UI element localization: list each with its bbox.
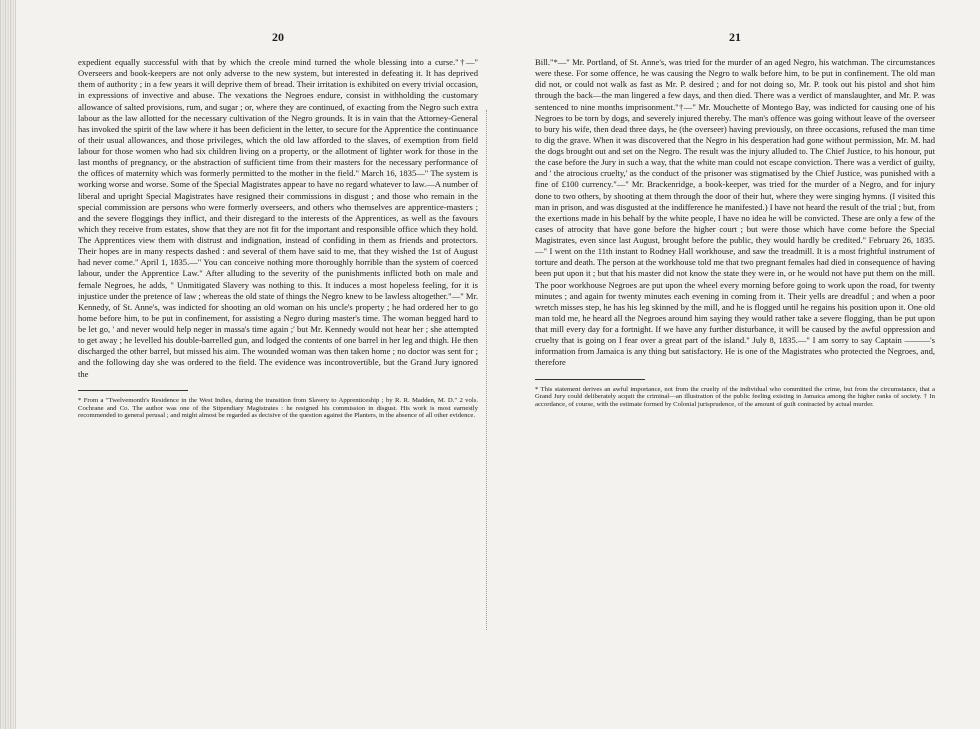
right-page-body: Bill."*—" Mr. Portland, of St. Anne's, was tried for the murder of an aged Negro, his watchman. The circumstances were these. For some offence, he was causing the Negro to walk before him, to be put in confinement. The old man did not, or could not walk as fast as Mr. P. desired ; and for not doing so, Mr. P. took out his pistol and shot him through the back—the man lingered a few days, and then died. There was a verdict of manslaughter, and Mr. P. was sentenced to nine months imprisonment."†—" Mr. Mouchette of Montego Bay, was indicted for causing one of his Negroes to be torn by dogs, and severely injured thereby. The man's offence was going without leave of the overseer to bury his wife, then dead three days, he (the overseer) having previously, on three occasions, refused the man time to dig the grave. When it was discovered that the Negro in his desperation had gone without permission, Mr. M. had the dogs brought out and set on the Negro. The result was the injury alluded to. The Chief Justice, to his honour, put the case before the Jury in such a way, that the white man could not escape conviction. There was a verdict of guilty, and ' the atrocious cruelty,' as the conduct of the prisoner was stigmatised by the Chief Justice, was punished with a fine of £100 currency."—" Mr. Brackenridge, a book-keeper, was tried for the murder of a Negro, and for injury done to two others, by shooting at them through the door of their hut, where they were singing hymns. (I visited this man in prison, and was disgusted at the indifference he manifested.) I have not heard the result of the trial ; but, from the exertions made in his behalf by the white people, I have no idea he will be convicted. These are only a few of the cases of atrocity that have gone before the higher court ; but were those which have come before the Special Magistrates, even since last August, brought before the public, they would hardly be credited." February 26, 1835.—" I went on the 11th instant to Rodney Hall workhouse, and saw the treadmill. It is a most frightful instrument of torture and death. The person at the workhouse told me that two pregnant females had died in consequence of having been put upon it ; but that his master did not know the state they were in, or he would not have put them on the mill. The poor workhouse Negroes are put upon the wheel every morning before going to work upon the road, for twenty minutes ; and again for twenty minutes each evening in coming from it. Their yells are dreadful ; and when a poor wretch misses step, he has his leg skinned by the mill, and he is flogged until he regains his position upon it. One old man told me, he heard all the Negroes around him saying they would rather take a severe flogging, than be put upon that mill every day for a fortnight. If we have any further disturbance, it will be caused by the awful oppression and cruelty that is going on I fear over a great part of the island." July 8, 1835.—" I am sorry to say Captain ———'s information from Jamaica is any thing but satisfactory. He is one of the Magistrates who protected the Negroes, and, therefore [535,57,935,368]
page-gutter [486,110,488,630]
left-page-footnote: * From a "Twelvemonth's Residence in the West Indies, during the transition from Slavery to Apprenticeship ; by R. R. Madden, M. D." 2 vols. Cochrane and Co. The author was one of the Stipendiary Magistrates : he resigned his commission in disgust. His work is most earnestly recommended to general perusal ; and might almost be regarded as decisive of the question against the Planters, in the absence of all other evidence. [78,396,478,420]
page-number-right: 21 [729,30,741,44]
footnote-rule-right [535,379,645,380]
page-number-left: 20 [272,30,284,44]
footnote-rule-left [78,390,188,391]
right-page-footnote: * This statement derives an awful importance, not from the cruelty of the individual who committed the crime, but from the circumstance, that a Grand Jury could deliberately acquit the criminal—an illustration of the public feeling existing in Jamaica among the higher ranks of society. † In accordance, of course, with the estimate formed by Colonial jurisprudence, of the amount of guilt contracted by actual murder. [535,385,935,409]
right-page [535,30,935,409]
left-page [78,30,478,420]
book-binding-edge [0,0,16,729]
left-page-body: expedient equally successful with that by which the creole mind turned the whole blessing into a curse."†—" Overseers and book-keepers are not only adverse to the new system, but interested in defeating it. It has deprived them of authority ; in a few years it will deprive them of bread. Their irritation is exhibited on every trivial occasion, in expressions of invective and abuse. The vexations the Negroes endure, consist in withholding the customary allowance of salted provisions, rum, and sugar ; or, where they are continued, of exacting from the Negro such extra labour as the law allotted for the necessary cultivation of the Negro grounds. It is in vain that the Attorney-General has invoked the spirit of the law where it has been deficient in the letter, to secure for the Apprentice the continuance of their usual allowances, and those privileges, which the old law afforded to the slaves, of exemption from field labour for those women who had six children living on a property, or the allotment of lighter work for those in the last months of pregnancy, or the abstraction of sufficient time from their masters for the necessary performance of the offices of maternity which was formerly permitted to the mother in the field." March 16, 1835—" The system is working worse and worse. Some of the Special Magistrates appear to have no regard whatever to law.—A number of liberal and upright Special Magistrates have resigned their commissions in disgust ; and those who remain in the special commission are persons who were formerly overseers, and others who themselves are apprentice-masters ; and the severe floggings they inflict, and their disregard to the interests of the Apprentices, as well as the favours which they receive from estates, show that they are not fit for the important and responsible office which they hold. The Apprentices view them with distrust and indignation, instead of confiding in them as friends and protectors. Their hopes are in many respects dashed : and several of them have said to me, that they wished the 1st of August had never come." April 1, 1835.—" You can conceive nothing more thoroughly horrible than the system of coerced labour, under the Apprentice Law." After alluding to the severity of the punishments inflicted both on male and female Negroes, he adds, " Unmitigated Slavery was nothing to this. It induces a most hopeless feeling, for it is injustice under the pretence of law ; whereas the old state of things the Negro knew to be lawless altogether."—" Mr. Kennedy, of St. Anne's, was indicted for shooting an old woman on his uncle's property ; he had ordered her to go home before him, to be put in confinement, for assisting a Negro during master's time. The woman begged hard to be let go, ' and never would help neger in massa's time again ;' but Mr. Kennedy would not hear her ; she attempted to get away ; he levelled his double-barrelled gun, and lodged the contents of one barrel in her leg and thigh. He then discharged the other barrel, but missed his aim. The wounded woman was then taken home ; no doctor was sent for ; and the following day she was ordered to the field. The evidence was incontrovertible, but the Grand Jury ignored the [78,57,478,379]
